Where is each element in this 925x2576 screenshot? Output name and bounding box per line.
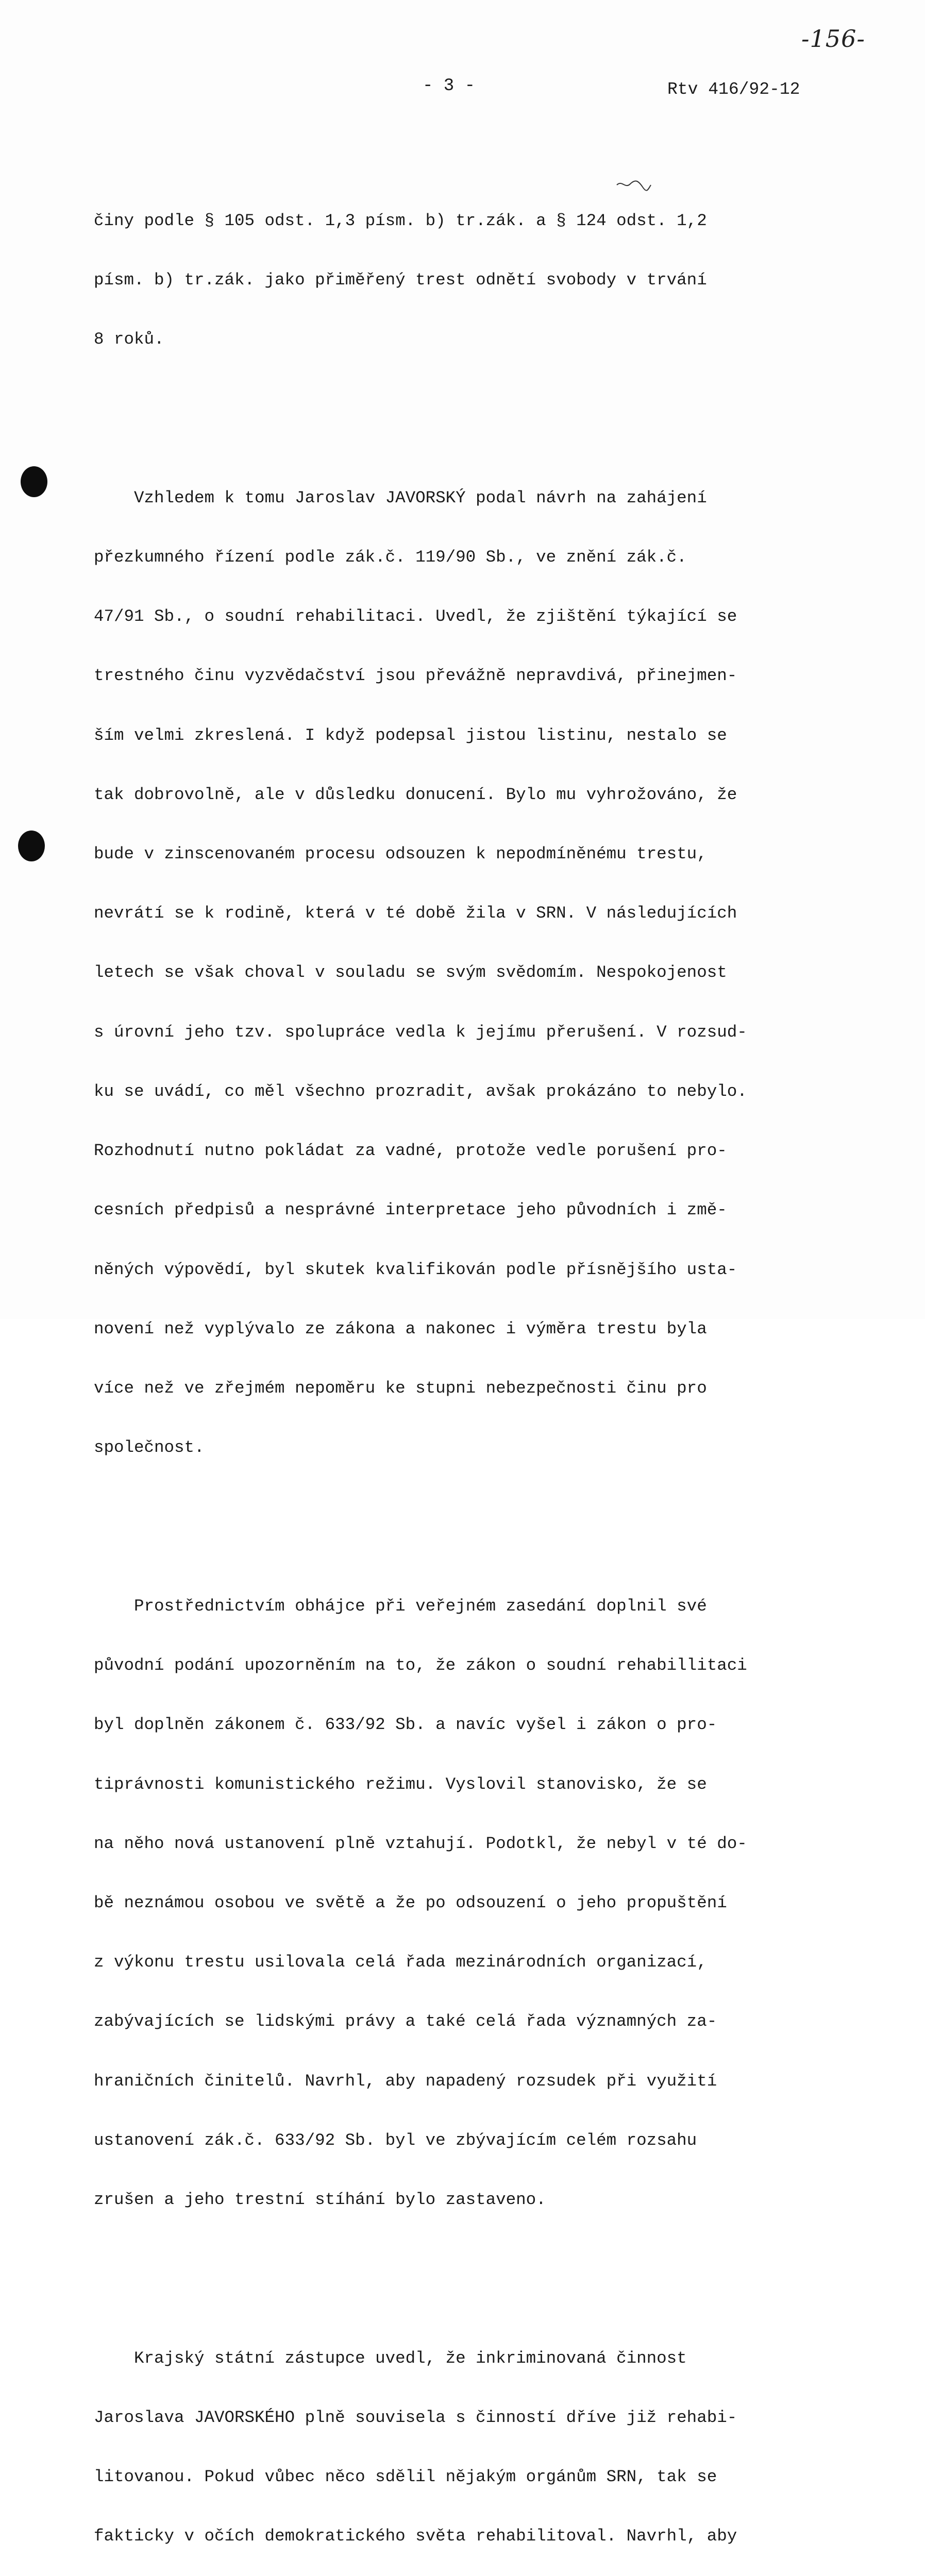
text-line: zabývajících se lidskými právy a také celá řada významných za- bbox=[94, 2012, 717, 2031]
text-line: činy podle § 105 odst. 1,3 písm. b) tr.zák. a § 124 odst. 1,2 bbox=[94, 211, 707, 230]
handwritten-page-number: -156- bbox=[801, 25, 865, 53]
text-line: 47/91 Sb., o soudní rehabilitaci. Uvedl, že zjištění týkající se bbox=[94, 607, 737, 626]
text-line: byl doplněn zákonem č. 633/92 Sb. a navíc vyšel i zákon o pro- bbox=[94, 1715, 717, 1735]
text-line: bude v zinscenovaném procesu odsouzen k nepodmíněnému trestu, bbox=[94, 844, 707, 864]
text-line: písm. b) tr.zák. jako přiměřený trest odnětí svobody v trvání bbox=[94, 270, 707, 290]
text-line: zrušen a jeho trestní stíhání bylo zastaveno. bbox=[94, 2190, 546, 2209]
text-line: hraničních činitelů. Navrhl, aby napadený rozsudek při využití bbox=[94, 2071, 717, 2091]
text-line: na něho nová ustanovení plně vztahují. Podotkl, že nebyl v té do- bbox=[94, 1834, 747, 1853]
text-line: trestného činu vyzvědačství jsou převážně nepravdivá, přinejmen- bbox=[94, 666, 737, 686]
punch-hole bbox=[21, 466, 47, 497]
text-line: původní podání upozorněním na to, že zákon o soudní rehabillitaci bbox=[94, 1656, 747, 1675]
text-line: Vzhledem k tomu Jaroslav JAVORSKÝ podal návrh na zahájení bbox=[94, 488, 707, 507]
text-line: tak dobrovolně, ale v důsledku donucení. Bylo mu vyhrožováno, že bbox=[94, 785, 737, 804]
text-line: cesních předpisů a nesprávné interpretace jeho původních i změ- bbox=[94, 1200, 727, 1220]
text-line: novení než vyplývalo ze zákona a nakonec i výměra trestu byla bbox=[94, 1319, 707, 1338]
paragraph bbox=[94, 1557, 826, 2249]
text-line: Rozhodnutí nutno pokládat za vadné, protože vedle porušení pro- bbox=[94, 1141, 727, 1161]
text-line: nevrátí se k rodině, která v té době žila v SRN. V následujících bbox=[94, 904, 737, 923]
text-line: něných výpovědí, byl skutek kvalifikován podle přísnějšího usta- bbox=[94, 1260, 737, 1279]
text-line: Krajský státní zástupce uvedl, že inkriminovaná činnost bbox=[94, 2348, 687, 2368]
text-line: Jaroslava JAVORSKÉHO plně souvisela s činností dříve již rehabi- bbox=[94, 2408, 737, 2427]
case-reference: Rtv 416/92-12 bbox=[667, 80, 800, 99]
text-line: ku se uvádí, co měl všechno prozradit, avšak prokázáno to nebylo. bbox=[94, 1081, 747, 1101]
text-line: litovanou. Pokud vůbec něco sdělil nějakým orgánům SRN, tak se bbox=[94, 2467, 717, 2487]
text-line: letech se však choval v souladu se svým svědomím. Nespokojenost bbox=[94, 963, 727, 982]
paragraph bbox=[94, 449, 826, 1497]
text-line: fakticky v očích demokratického světa rehabilitoval. Navrhl, aby bbox=[94, 2527, 737, 2546]
paragraph bbox=[94, 172, 826, 389]
paragraph bbox=[94, 2309, 826, 2576]
text-line: Prostřednictvím obhájce při veřejném zasedání doplnil své bbox=[94, 1596, 707, 1616]
text-line: tiprávnosti komunistického režimu. Vyslovil stanovisko, že se bbox=[94, 1774, 707, 1794]
text-line: společnost. bbox=[94, 1438, 205, 1458]
text-line: ustanovení zák.č. 633/92 Sb. byl ve zbývajícím celém rozsahu bbox=[94, 2130, 697, 2150]
text-line: 8 roků. bbox=[94, 330, 164, 349]
punch-hole bbox=[18, 831, 45, 861]
text-line: z výkonu trestu usilovala celá řada mezinárodních organizací, bbox=[94, 1953, 707, 1972]
text-line: ším velmi zkreslená. I když podepsal jistou listinu, nestalo se bbox=[94, 725, 727, 745]
page-number: - 3 - bbox=[423, 76, 476, 96]
document-body bbox=[94, 132, 826, 2576]
text-line: více než ve zřejmém nepoměru ke stupni nebezpečnosti činu pro bbox=[94, 1378, 707, 1398]
text-line: přezkumného řízení podle zák.č. 119/90 Sb., ve znění zák.č. bbox=[94, 548, 687, 567]
text-line: bě neznámou osobou ve světě a že po odsouzení o jeho propuštění bbox=[94, 1893, 727, 1912]
text-line: s úrovní jeho tzv. spolupráce vedla k jejímu přerušení. V rozsud- bbox=[94, 1022, 747, 1042]
